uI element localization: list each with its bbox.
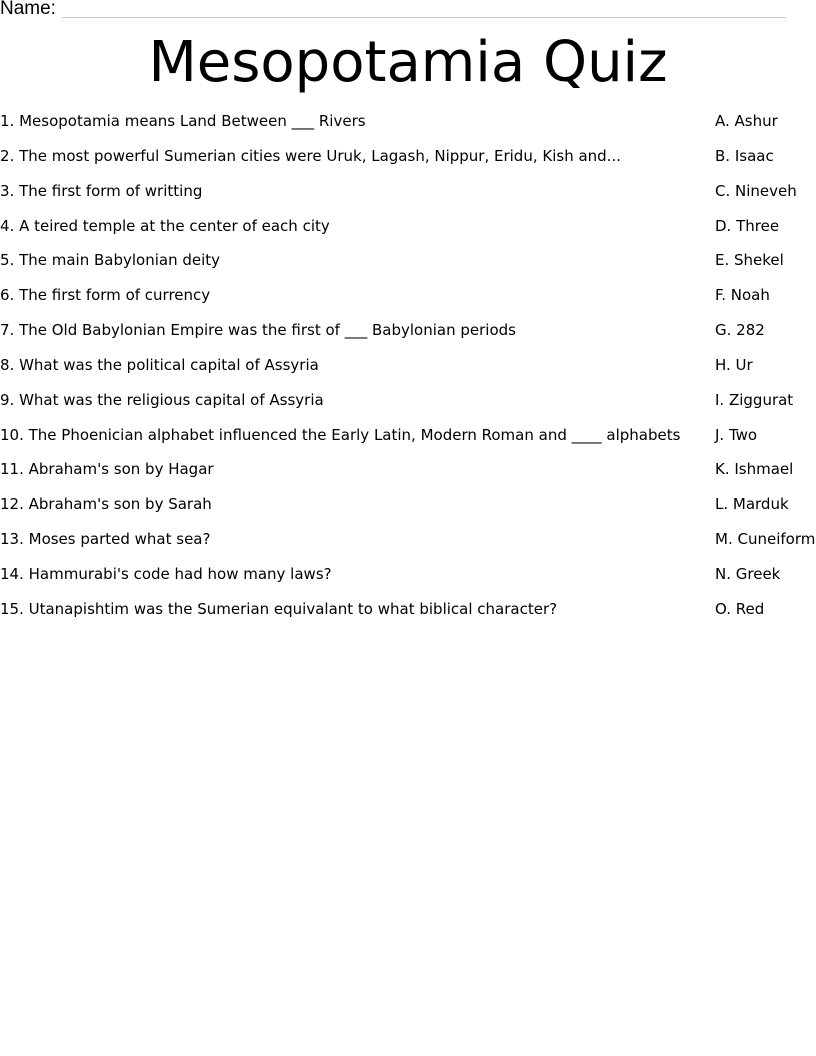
quiz-row-12: [0, 492, 816, 527]
quiz-row-7: [0, 318, 816, 353]
quiz-list: [0, 109, 816, 632]
answer-option-c: C. Nineveh: [715, 181, 797, 200]
quiz-row-10: [0, 423, 816, 458]
question-3: 3. The first form of writting: [0, 181, 203, 200]
question-7: 7. The Old Babylonian Empire was the first of ___ Babylonian periods: [0, 321, 516, 340]
answer-option-l: L. Marduk: [715, 495, 789, 514]
question-1: 1. Mesopotamia means Land Between ___ Rivers: [0, 112, 366, 130]
quiz-row-6: [0, 283, 816, 318]
question-2: 2. The most powerful Sumerian cities were Uruk, Lagash, Nippur, Eridu, Kish and...: [0, 146, 621, 165]
answer-option-f: F. Noah: [715, 286, 770, 305]
answer-option-i: I. Ziggurat: [715, 390, 794, 409]
quiz-row-4: [0, 214, 816, 249]
question-10: 10. The Phoenician alphabet influenced the Early Latin, Modern Roman and ____ alphabets: [0, 425, 681, 444]
quiz-row-8: [0, 353, 816, 388]
question-4: 4. A teired temple at the center of each city: [0, 216, 330, 235]
quiz-row-15: [0, 597, 816, 632]
quiz-row-3: [0, 179, 816, 214]
quiz-row-5: [0, 248, 816, 283]
answer-option-h: H. Ur: [715, 355, 753, 374]
answer-option-o: O. Red: [715, 599, 765, 618]
answer-option-k: K. Ishmael: [715, 460, 794, 479]
answer-option-b: B. Isaac: [715, 146, 774, 165]
page-title: Mesopotamia Quiz: [148, 30, 668, 95]
quiz-row-14: [0, 562, 816, 597]
quiz-row-1: [0, 109, 816, 144]
question-8: 8. What was the political capital of Assyria: [0, 355, 319, 374]
name-label: Name:: [0, 0, 56, 19]
question-9: 9. What was the religious capital of Assyria: [0, 390, 324, 409]
question-13: 13. Moses parted what sea?: [0, 530, 211, 549]
question-14: 14. Hammurabi's code had how many laws?: [0, 564, 332, 583]
name-field-row: [0, 0, 790, 22]
answer-option-g: G. 282: [715, 321, 765, 340]
answer-option-n: N. Greek: [715, 564, 781, 583]
quiz-row-13: [0, 527, 816, 562]
question-5: 5. The main Babylonian deity: [0, 251, 221, 270]
question-12: 12. Abraham's son by Sarah: [0, 495, 212, 514]
answer-option-d: D. Three: [715, 216, 780, 235]
answer-option-m: M. Cuneiform: [715, 530, 816, 549]
quiz-row-9: [0, 388, 816, 423]
quiz-row-2: [0, 144, 816, 179]
answer-option-e: E. Shekel: [715, 251, 784, 270]
quiz-row-11: [0, 457, 816, 492]
name-blank-line[interactable]: [62, 17, 786, 18]
question-15: 15. Utanapishtim was the Sumerian equivalant to what biblical character?: [0, 599, 558, 618]
answer-option-j: J. Two: [715, 425, 758, 444]
question-6: 6. The first form of currency: [0, 286, 211, 305]
question-11: 11. Abraham's son by Hagar: [0, 460, 214, 479]
answer-option-a: A. Ashur: [715, 112, 778, 130]
